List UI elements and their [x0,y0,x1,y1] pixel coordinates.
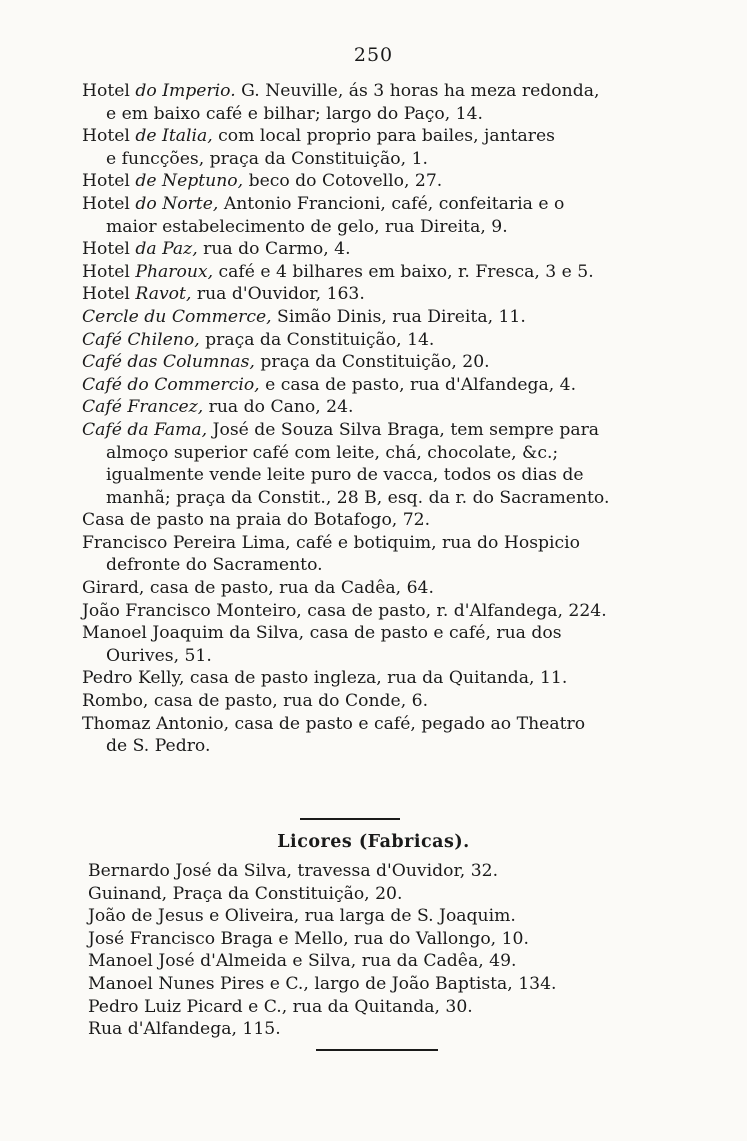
list-item: Hotel da Paz, rua do Carmo, 4. [82,239,351,260]
list-item: Girard, casa de pasto, rua da Cadêa, 64. [82,578,434,599]
section-divider [300,818,400,820]
list-item: Guinand, Praça da Constituição, 20. [88,883,403,904]
list-item: Hotel Ravot, rua d'Ouvidor, 163. [82,284,365,305]
list-item: Manoel Nunes Pires e C., largo de João Baptista, 134. [88,973,557,994]
section-title: Licores (Fabricas). [277,832,470,852]
page-number: 250 [353,44,394,66]
list-item: Hotel Pharoux, café e 4 bilhares em baixo, r. Fresca, 3 e 5. [82,261,594,282]
list-item: Francisco Pereira Lima, café e botiquim, rua do Hospicio defronte do Sacramento. [82,532,580,576]
list-item: Café da Fama, José de Souza Silva Braga, tem sempre para almoço superior café com leite, chá, chocolate, &c.; igualmente vende leite puro de vacca, todos os dias de manhã; praça da Constit., 28 B, esq. da r. do Sacramento. [82,419,610,508]
list-item: Rua d'Alfandega, 115. [88,1019,281,1040]
list-item: Rombo, casa de pasto, rua do Conde, 6. [82,691,429,712]
list-item: Thomaz Antonio, casa de pasto e café, pegado ao Theatro de S. Pedro. [82,713,586,757]
list-item: Manoel Joaquim da Silva, casa de pasto e café, rua dos Ourives, 51. [82,623,562,666]
list-item: José Francisco Braga e Mello, rua do Vallongo, 10. [88,928,529,949]
list-item: Café do Commercio, e casa de pasto, rua d'Alfandega, 4. [82,374,577,395]
list-item: Hotel do Norte, Antonio Francioni, café, confeitaria e o maior estabelecimento de gelo, rua Direita, 9. [82,193,565,237]
list-item: Hotel do Imperio. G. Neuville, ás 3 horas ha meza redonda, e em baixo café e bilhar; largo do Paço, 14. [82,81,600,124]
list-item: Cercle du Commerce, Simão Dinis, rua Direita, 11. [82,306,526,327]
hotels-list [82,80,672,758]
list-item: Casa de pasto na praia do Botafogo, 72. [82,510,431,531]
list-item: Pedro Kelly, casa de pasto ingleza, rua da Quitanda, 11. [82,668,568,689]
licores-list [88,860,668,1041]
list-item: João Francisco Monteiro, casa de pasto, r. d'Alfandega, 224. [82,600,607,621]
list-item: Bernardo José da Silva, travessa d'Ouvidor, 32. [88,861,499,881]
list-item: Pedro Luiz Picard e C., rua da Quitanda, 30. [88,996,473,1017]
list-item: Café Francez, rua do Cano, 24. [82,397,354,418]
list-item: João de Jesus e Oliveira, rua larga de S. Joaquim. [88,906,516,927]
list-item: Café das Columnas, praça da Constituição, 20. [82,352,490,373]
list-item: Café Chileno, praça da Constituição, 14. [82,329,435,350]
list-item: Manoel José d'Almeida e Silva, rua da Cadêa, 49. [88,951,517,972]
list-item: Hotel de Neptuno, beco do Cotovello, 27. [82,171,443,192]
list-item: Hotel de Italia, com local proprio para bailes, jantares e funcções, praça da Constituição, 1. [82,126,556,169]
end-divider [316,1049,438,1051]
